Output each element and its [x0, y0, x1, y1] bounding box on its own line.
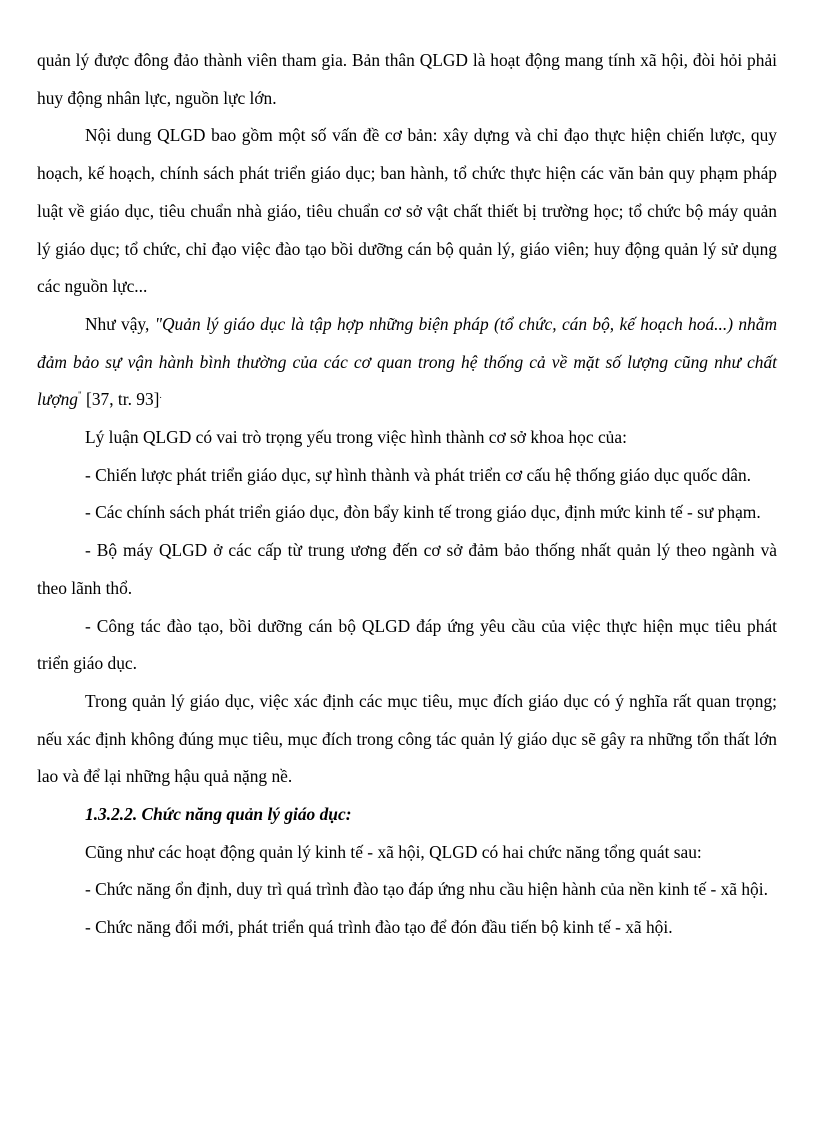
paragraph-continuation: quản lý được đông đảo thành viên tham gia. Bản thân QLGD là hoạt động mang tính xã hội, đòi hỏi phải huy động nhân lực, nguồn lực lớn.: [37, 50, 777, 108]
quote-close-mark: ": [78, 390, 82, 401]
section-heading: 1.3.2.2. Chức năng quản lý giáo dục:: [85, 804, 352, 825]
paragraph-qlgd-content: Nội dung QLGD bao gồm một số vấn đề cơ bản: xây dựng và chỉ đạo thực hiện chiến lược, quy hoạch, kế hoạch, chính sách phát triển giáo dục; ban hành, tổ chức thực hiện các văn bản quy phạm pháp luật về giáo dục, tiêu chuẩn nhà giáo, tiêu chuẩn cơ sở vật chất thiết bị trường học; tổ chức bộ máy quản lý giáo dục; tổ chức, chỉ đạo việc đào tạo bồi dưỡng cán bộ quản lý, giáo viên; huy động quản lý sử dụng các nguồn lực...: [37, 125, 777, 297]
definition-lead: Như vậy,: [85, 313, 155, 334]
list-item-policies: - Các chính sách phát triển giáo dục, đòn bẩy kinh tế trong giáo dục, định mức kinh tế - sư phạm.: [85, 502, 761, 523]
citation-end-mark: .: [159, 390, 162, 401]
definition-quote: "Quản lý giáo dục là tập hợp những biện pháp (tổ chức, cán bộ, kế hoạch hoá...) nhằm đảm bảo sự vận hành bình thường của các cơ quan trong hệ thống cả về mặt số lượng cũng như chất lượng: [37, 313, 777, 410]
list-item-training: - Công tác đào tạo, bồi dưỡng cán bộ QLGD đáp ứng yêu cầu của việc thực hiện mục tiêu phát triển giáo dục.: [37, 615, 777, 674]
paragraph-functions-intro: Cũng như các hoạt động quản lý kinh tế - xã hội, QLGD có hai chức năng tổng quát sau:: [85, 841, 702, 862]
paragraph-objectives: Trong quản lý giáo dục, việc xác định các mục tiêu, mục đích giáo dục có ý nghĩa rất quan trọng; nếu xác định không đúng mục tiêu, mục đích trong công tác quản lý giáo dục sẽ gây ra những tổn thất lớn lao và để lại những hậu quả nặng nề.: [37, 690, 777, 787]
list-item-innovation-function: - Chức năng đổi mới, phát triển quá trình đào tạo để đón đầu tiến bộ kinh tế - xã hội.: [85, 917, 673, 938]
list-item-strategy: - Chiến lược phát triển giáo dục, sự hình thành và phát triển cơ cấu hệ thống giáo dục quốc dân.: [85, 464, 752, 485]
document-page: [37, 42, 777, 947]
list-item-apparatus: - Bộ máy QLGD ở các cấp từ trung ương đến cơ sở đảm bảo thống nhất quản lý theo ngành và theo lãnh thổ.: [37, 540, 777, 598]
citation: [37, tr. 93]: [81, 389, 160, 410]
paragraph-qlgd-definition: [37, 306, 777, 419]
list-item-stability-function: - Chức năng ổn định, duy trì quá trình đào tạo đáp ứng nhu cầu hiện hành của nền kinh tế - xã hội.: [85, 879, 768, 900]
paragraph-theory-role: Lý luận QLGD có vai trò trọng yếu trong việc hình thành cơ sở khoa học của:: [85, 427, 627, 448]
